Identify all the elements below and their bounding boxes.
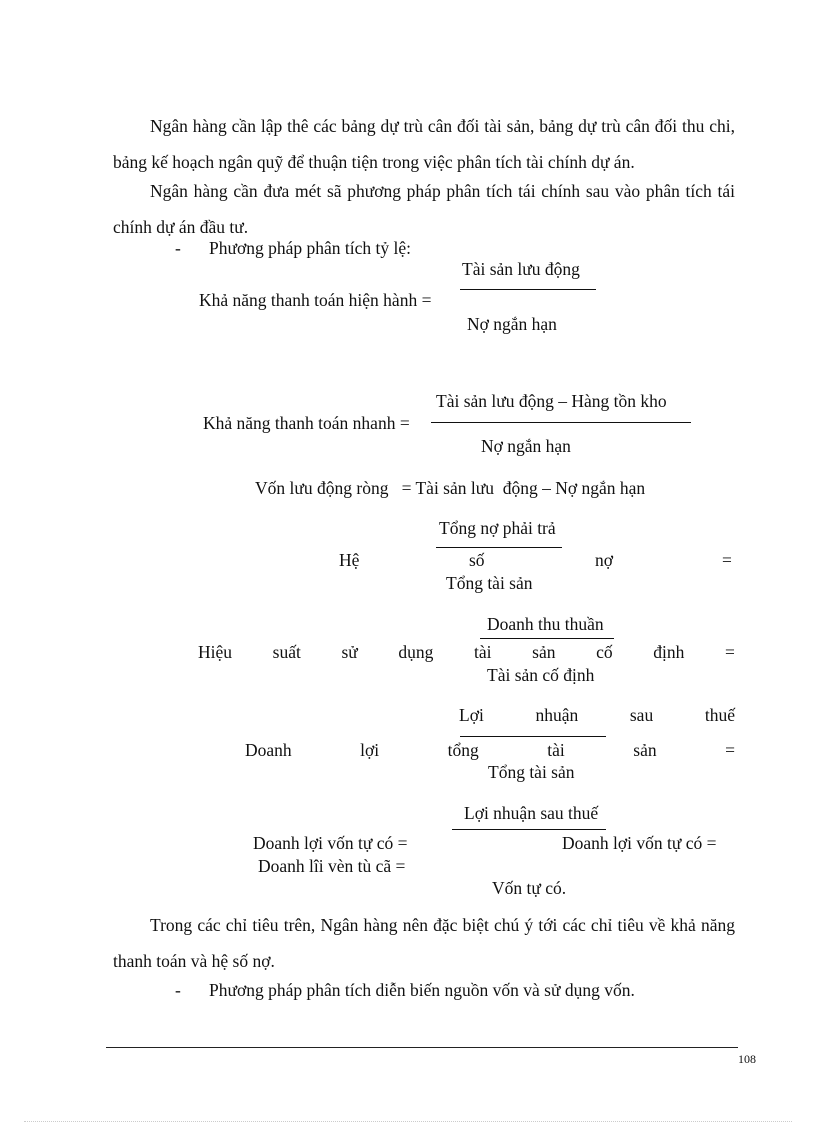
roa-word-5: sản — [633, 740, 657, 760]
quick-ratio-label: Khả năng thanh toán nhanh = — [203, 413, 410, 433]
roe-label-garbled: Doanh lîi vèn tù cã = — [258, 856, 406, 876]
current-ratio-fraction-bar — [460, 289, 596, 290]
debt-ratio-word-1: Hệ — [339, 550, 360, 570]
quick-ratio-denominator: Nợ ngắn hạn — [481, 436, 571, 456]
bullet-dash-2: - — [175, 980, 181, 1000]
roe-denominator: Vốn tự có. — [492, 878, 567, 898]
fat-word-6: sản — [532, 642, 556, 662]
paragraph-2 — [113, 173, 735, 245]
quick-ratio-fraction-bar — [431, 422, 691, 423]
roa-denominator: Tổng tài sản — [488, 762, 575, 782]
fat-fraction-bar — [480, 638, 614, 639]
current-ratio-numerator: Tài sản lưu động — [462, 259, 580, 279]
debt-ratio-equals: = — [722, 550, 732, 570]
fat-word-8: định — [653, 642, 685, 662]
fat-word-5: tài — [474, 642, 492, 662]
fat-word-1: Hiệu — [198, 642, 233, 662]
debt-ratio-denominator: Tổng tài sản — [446, 573, 533, 593]
fat-word-3: sử — [341, 642, 358, 662]
fat-numerator: Doanh thu thuần — [487, 614, 604, 634]
roe-right-label: Doanh lợi vốn tự có = — [562, 833, 717, 853]
roe-fraction-bar — [452, 829, 606, 830]
roa-numerator — [459, 707, 735, 725]
page-number: 108 — [738, 1052, 756, 1066]
paragraph-1 — [113, 108, 735, 180]
roa-numerator-word-1: Lợi — [459, 705, 484, 725]
bullet-dash-1: - — [175, 238, 181, 258]
fat-denominator: Tài sản cố định — [487, 665, 595, 685]
page-bottom-edge — [24, 1121, 792, 1122]
debt-ratio-word-2: số — [469, 550, 485, 570]
current-ratio-label: Khả năng thanh toán hiện hành = — [199, 290, 432, 310]
fat-word-4: dụng — [398, 642, 434, 662]
roe-numerator: Lợi nhuận sau thuế — [464, 803, 599, 823]
roe-label: Doanh lợi vốn tự có = — [253, 833, 408, 853]
fat-equals: = — [725, 642, 735, 662]
roa-word-4: tài — [547, 740, 565, 760]
debt-ratio-word-3: nợ — [595, 550, 614, 570]
roa-numerator-word-4: thuế — [704, 705, 735, 725]
roa-word-3: tổng — [447, 740, 479, 760]
debt-ratio-numerator: Tổng nợ phải trả — [439, 518, 556, 538]
bullet-ratio-method: Phương pháp phân tích tỷ lệ: — [209, 238, 411, 258]
bullet-flow-method: Phương pháp phân tích diễn biến nguồn vốn và sử dụng vốn. — [209, 980, 635, 1000]
roa-equals: = — [725, 740, 735, 760]
roa-word-1: Doanh — [245, 740, 292, 760]
roa-numerator-word-3: sau — [629, 705, 654, 725]
roa-words-line — [245, 742, 735, 760]
paragraph-3-text: Trong các chỉ tiêu trên, Ngân hàng nên đặc biệt chú ý tới các chỉ tiêu về khả năng thanh toán và hệ số nợ. — [113, 915, 735, 971]
paragraph-1-text: Ngân hàng cần lập thê các bảng dự trù cân đối tài sản, bảng dự trù cân đối thu chi, bảng kế hoạch ngân quỹ để thuận tiện trong việc phân tích tài chính dự án. — [113, 116, 735, 172]
quick-ratio-numerator: Tài sản lưu động – Hàng tồn kho — [436, 391, 667, 411]
footer-rule — [106, 1047, 738, 1048]
debt-ratio-fraction-bar — [436, 547, 562, 548]
paragraph-2-text: Ngân hàng cần đưa mét sã phương pháp phân tích tái chính sau vào phân tích tái chính dự án đầu tư. — [113, 181, 735, 237]
roa-numerator-word-2: nhuận — [535, 705, 579, 725]
paragraph-3 — [113, 907, 735, 979]
net-working-capital-formula: Vốn lưu động ròng = Tài sản lưu động – Nợ ngắn hạn — [255, 478, 646, 498]
fat-words-line — [198, 644, 735, 662]
fat-word-7: cố — [596, 642, 613, 662]
current-ratio-denominator: Nợ ngắn hạn — [467, 314, 557, 334]
fat-word-2: suất — [272, 642, 301, 662]
roa-word-2: lợi — [360, 740, 380, 760]
roa-fraction-bar — [460, 736, 606, 737]
